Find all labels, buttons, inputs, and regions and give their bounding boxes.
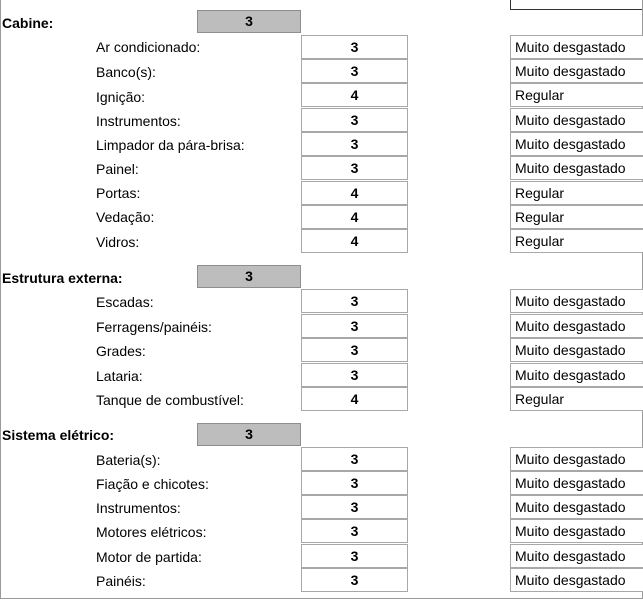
item-status: Regular — [510, 229, 643, 253]
item-label: Motor de partida: — [96, 549, 202, 565]
section-score-sistema-eletrico: 3 — [197, 423, 301, 446]
item-status: Regular — [510, 387, 643, 411]
item-label: Banco(s): — [96, 64, 156, 80]
item-score: 3 — [301, 471, 408, 495]
item-score: 3 — [301, 314, 408, 338]
item-status: Muito desgastado — [510, 363, 643, 387]
item-label: Portas: — [96, 185, 141, 201]
item-score: 3 — [301, 495, 408, 519]
item-label: Painéis: — [96, 573, 146, 589]
item-score: 4 — [301, 229, 408, 253]
item-label: Grades: — [96, 343, 146, 359]
item-score: 3 — [301, 289, 408, 313]
item-label: Ar condicionado: — [96, 39, 201, 55]
item-label: Tanque de combustível: — [96, 392, 244, 408]
item-label: Ignição: — [96, 89, 146, 105]
item-label: Painel: — [96, 161, 139, 177]
item-score: 3 — [301, 108, 408, 132]
item-label: Instrumentos: — [96, 113, 181, 129]
item-score: 4 — [301, 181, 408, 205]
item-label: Vidros: — [96, 234, 140, 250]
item-status: Muito desgastado — [510, 314, 643, 338]
item-score: 4 — [301, 83, 408, 107]
item-label: Instrumentos: — [96, 500, 181, 516]
item-status: Muito desgastado — [510, 519, 643, 543]
section-title-sistema-eletrico: Sistema elétrico: — [2, 427, 115, 443]
item-status: Muito desgastado — [510, 108, 643, 132]
item-status: Regular — [510, 83, 643, 107]
item-score: 3 — [301, 447, 408, 471]
item-status: Muito desgastado — [510, 544, 643, 568]
section-score-estrutura-externa: 3 — [197, 265, 301, 288]
item-status: Regular — [510, 205, 643, 229]
item-label: Bateria(s): — [96, 452, 161, 468]
item-score: 3 — [301, 338, 408, 362]
item-label: Limpador da pára-brisa: — [96, 137, 245, 153]
item-status: Muito desgastado — [510, 568, 643, 592]
item-score: 3 — [301, 59, 408, 83]
section-score-cabine: 3 — [197, 10, 301, 33]
item-score: 3 — [301, 519, 408, 543]
item-label: Fiação e chicotes: — [96, 476, 209, 492]
item-label: Ferragens/painéis: — [96, 319, 212, 335]
item-status: Muito desgastado — [510, 35, 643, 59]
item-label: Escadas: — [96, 294, 154, 310]
item-score: 3 — [301, 132, 408, 156]
item-status: Regular — [510, 181, 643, 205]
item-score: 3 — [301, 568, 408, 592]
item-status: Muito desgastado — [510, 59, 643, 83]
item-score: 3 — [301, 35, 408, 59]
item-status: Muito desgastado — [510, 471, 643, 495]
section-title-cabine: Cabine: — [2, 15, 54, 31]
top-cell-edge — [510, 0, 642, 10]
item-status: Muito desgastado — [510, 495, 643, 519]
item-status: Muito desgastado — [510, 289, 643, 313]
item-score: 4 — [301, 387, 408, 411]
item-score: 4 — [301, 205, 408, 229]
item-label: Motores elétricos: — [96, 524, 207, 540]
item-status: Muito desgastado — [510, 156, 643, 180]
item-score: 3 — [301, 544, 408, 568]
item-status: Muito desgastado — [510, 447, 643, 471]
item-label: Vedação: — [96, 209, 155, 225]
section-title-estrutura-externa: Estrutura externa: — [2, 270, 123, 286]
item-label: Lataria: — [96, 368, 143, 384]
item-score: 3 — [301, 156, 408, 180]
item-score: 3 — [301, 363, 408, 387]
item-status: Muito desgastado — [510, 338, 643, 362]
item-status: Muito desgastado — [510, 132, 643, 156]
